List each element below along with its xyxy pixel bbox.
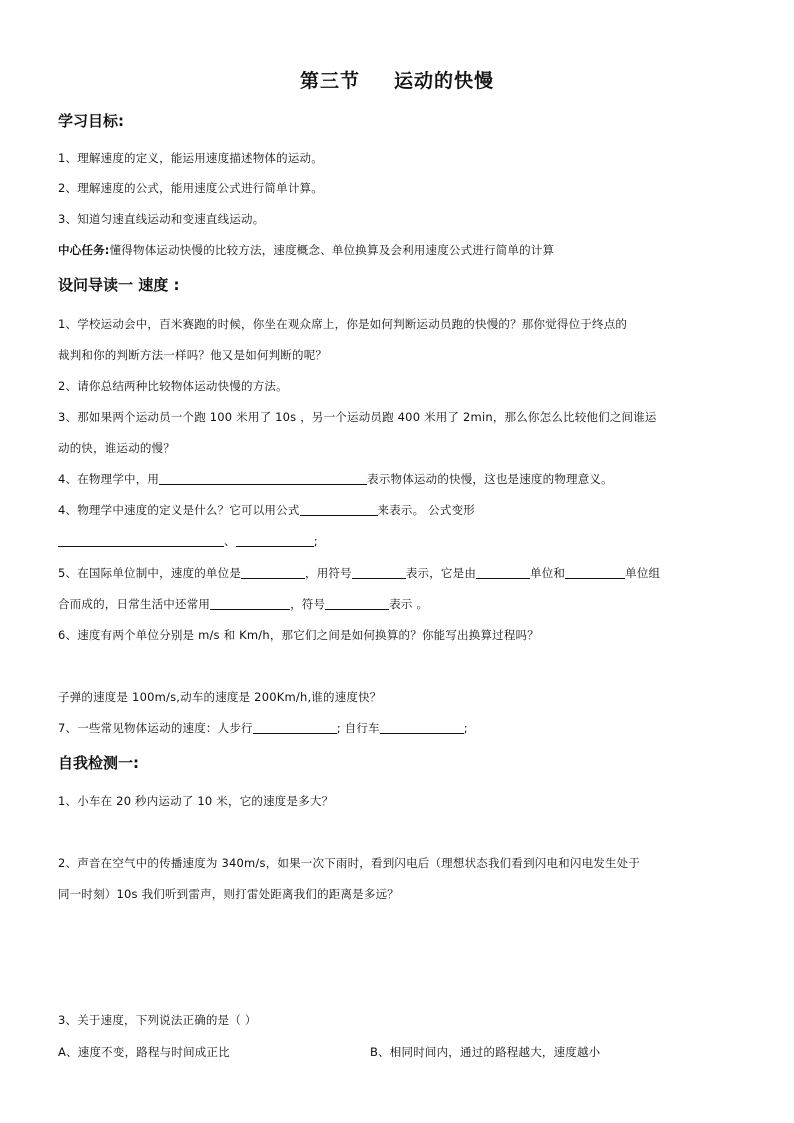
question-7: 7、一些常见物体运动的速度：人步行 ; 自行车 ; (58, 721, 468, 735)
guide-heading: 设问导读一 速度 : (58, 276, 180, 294)
question-6: 6、速度有两个单位分别是 m/s 和 Km/h，那它们之间是如何换算的？你能写出换算过程吗？ (58, 628, 539, 642)
central-task-text: 懂得物体运动快慢的比较方法，速度概念、单位换算及会利用速度公式进行简单的计算 (109, 243, 555, 257)
question-1-line-1: 1、学校运动会中，百米赛跑的时候，你坐在观众席上，你是如何判断运动员跑的快慢的？那你觉得位于终点的 (58, 317, 628, 331)
fill-blank[interactable] (380, 721, 464, 734)
objective-item: 1、理解速度的定义，能运用速度描述物体的运动。 (58, 151, 323, 165)
question-5-line-1: 5、在国际单位制中，速度的单位是 ，用符号 表示，它是由 单位和 单位组 (58, 566, 661, 580)
question-4c: 、 ; (58, 533, 318, 549)
objectives-heading: 学习目标: (58, 112, 124, 130)
selfcheck-problem-2-line-2: 同一时刻）10s 我们听到雷声，则打雷处距离我们的距离是多远？ (58, 887, 399, 901)
fill-blank[interactable] (210, 597, 290, 610)
selfcheck-problem-1: 1、小车在 20 秒内运动了 10 米，它的速度是多大？ (58, 794, 334, 808)
question-4a: 4、在物理学中，用 表示物体运动的快慢，这也是速度的物理意义。 (58, 472, 613, 486)
fill-blank[interactable] (300, 503, 378, 516)
fill-blank[interactable] (159, 472, 367, 485)
fill-blank[interactable] (476, 566, 530, 579)
option-b: B、相同时间内，通过的路程越大，速度越小 (370, 1045, 601, 1059)
page-title (0, 66, 794, 93)
question-1-line-2: 裁判和你的判断方法一样吗？他又是如何判断的呢？ (58, 348, 328, 362)
selfcheck-problem-3: 3、关于速度，下列说法正确的是（ ） (58, 1013, 257, 1027)
question-6-example: 子弹的速度是 100m/s,动车的速度是 200Km/h,谁的速度快？ (58, 690, 382, 704)
central-task-label: 中心任务: (58, 243, 110, 257)
question-3-line-1: 3、那如果两个运动员一个跑 100 米用了 10s ，另一个运动员跑 400 米用了 2min，那么你怎么比较他们之间谁运 (58, 410, 657, 424)
fill-blank[interactable] (236, 534, 314, 547)
objective-item: 2、理解速度的公式，能用速度公式进行简单计算。 (58, 181, 323, 195)
central-task (58, 242, 554, 258)
objective-item: 3、知道匀速直线运动和变速直线运动。 (58, 212, 265, 226)
question-2: 2、请你总结两种比较物体运动快慢的方法。 (58, 379, 288, 393)
fill-blank[interactable] (241, 566, 305, 579)
question-5-line-2: 合而成的，日常生活中还常用 ，符号 表示 。 (58, 597, 429, 611)
selfcheck-heading: 自我检测一: (58, 754, 139, 772)
title-topic: 运动的快慢 (394, 70, 495, 92)
selfcheck-problem-2-line-1: 2、声音在空气中的传播速度为 340m/s，如果一次下雨时，看到闪电后（理想状态我们看到闪电和闪电发生处于 (58, 856, 641, 870)
fill-blank[interactable] (565, 566, 625, 579)
fill-blank[interactable] (58, 534, 224, 547)
option-a: A、速度不变，路程与时间成正比 (58, 1045, 230, 1059)
fill-blank[interactable] (352, 566, 406, 579)
fill-blank[interactable] (253, 721, 337, 734)
question-3-line-2: 动的快，谁运动的慢？ (58, 441, 175, 455)
fill-blank[interactable] (325, 597, 389, 610)
title-section-number: 第三节 (299, 70, 360, 92)
question-4b: 4、物理学中速度的定义是什么？它可以用公式 来表示。 公式变形 (58, 503, 475, 517)
